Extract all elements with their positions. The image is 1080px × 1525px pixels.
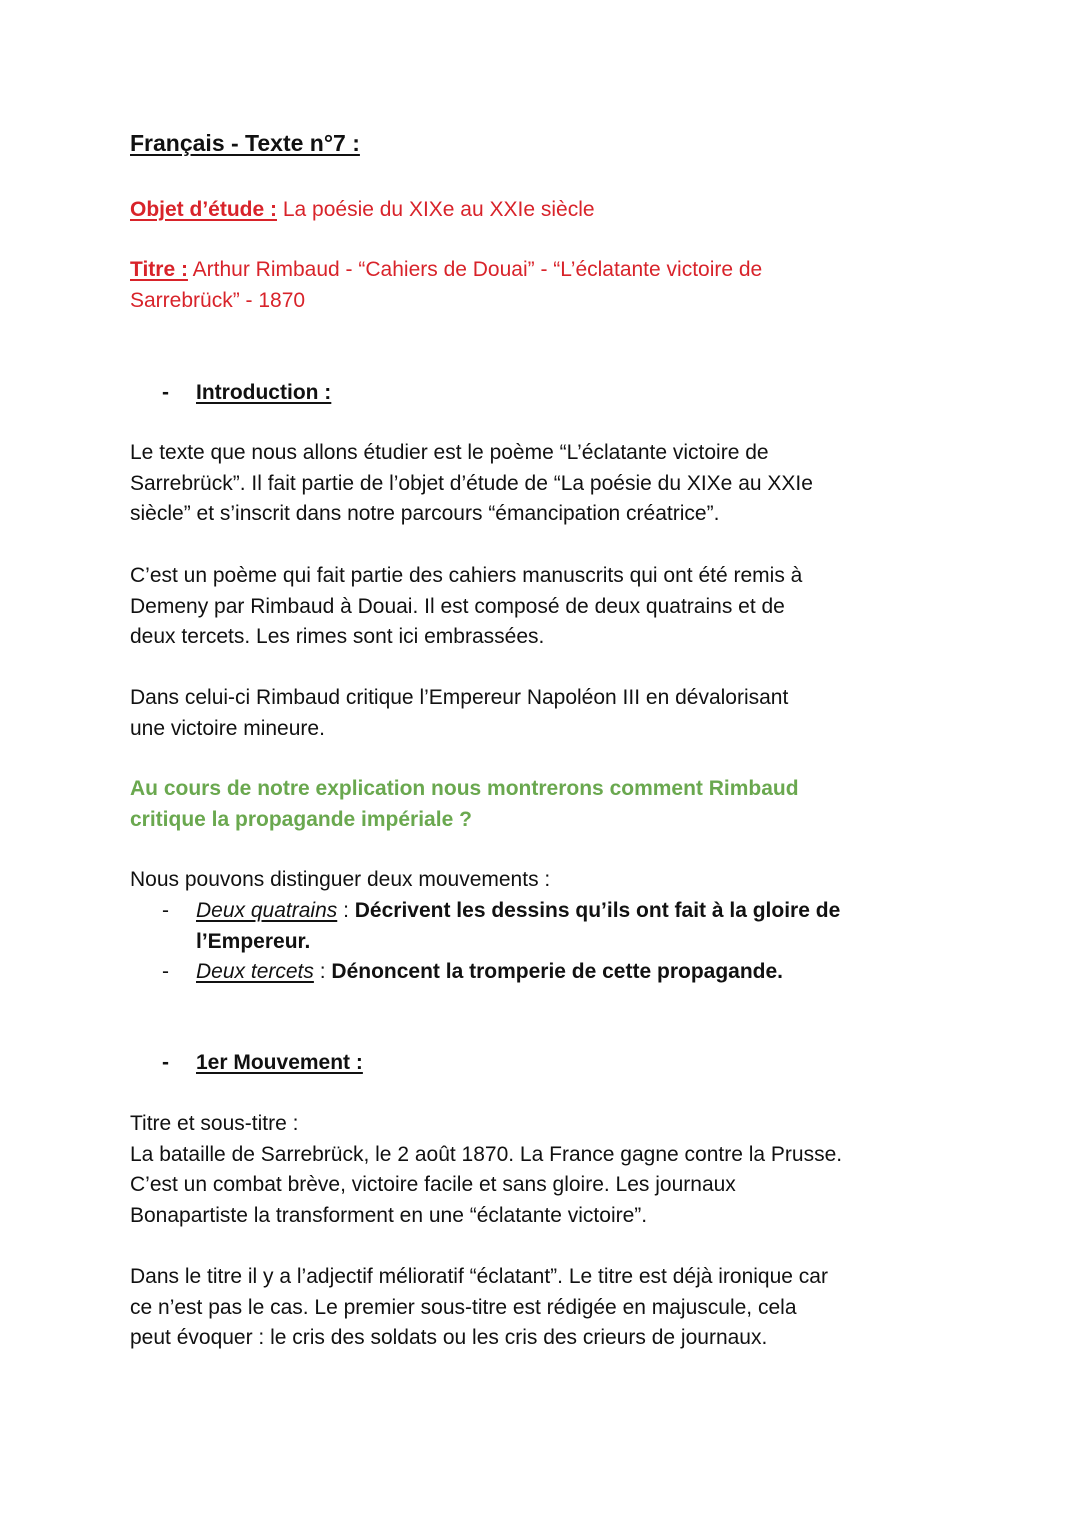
mouvement-desc: Décrivent les dessins qu’ils ont fait à la gloire de — [354, 899, 841, 922]
titre-line: Sarrebrück” - 1870 — [130, 288, 306, 312]
mouvement-desc: Dénoncent la tromperie de cette propagande. — [331, 960, 783, 983]
bullet: - — [162, 381, 169, 404]
intro-paragraph-1 — [130, 438, 813, 530]
text-line: Le texte que nous allons étudier est le poème “L’éclatante victoire de — [130, 441, 769, 464]
separator: : — [313, 960, 332, 983]
mouvement-item — [196, 896, 840, 957]
bullet: - — [162, 960, 169, 983]
text-line: ce n’est pas le cas. Le premier sous-titre est rédigée en majuscule, cela — [130, 1295, 797, 1319]
objet-label: Objet d’étude : — [130, 198, 277, 221]
text-line: peut évoquer : le cris des soldats ou les cris des crieurs de journaux. — [130, 1326, 768, 1349]
mouvement-desc: l’Empereur. — [196, 929, 311, 953]
mouvement1-paragraph-2 — [130, 1262, 828, 1354]
text-line: deux tercets. Les rimes sont ici embrassées. — [130, 625, 545, 648]
mouvement1-paragraph-1 — [130, 1109, 842, 1231]
text-line: Demeny par Rimbaud à Douai. Il est composé de deux quatrains et de — [130, 594, 785, 618]
titre-label: Titre : — [130, 258, 188, 281]
text-line: Dans celui-ci Rimbaud critique l’Empereur Napoléon III en dévalorisant — [130, 686, 789, 709]
bullet: - — [162, 1051, 169, 1074]
intro-paragraph-2 — [130, 561, 802, 653]
page-title: Français - Texte n°7 : — [130, 130, 360, 156]
intro-paragraph-3 — [130, 683, 788, 744]
text-line: siècle” et s’inscrit dans notre parcours “émancipation créatrice”. — [130, 502, 720, 525]
mouvement-item — [196, 957, 783, 988]
mouvement-label: Deux quatrains — [196, 899, 338, 922]
text-line: Bonapartiste la transforment en une “éclatante victoire”. — [130, 1203, 648, 1227]
bullet: - — [162, 899, 169, 922]
text-line: Titre et sous-titre : — [130, 1112, 299, 1135]
text-line: C’est un poème qui fait partie des cahiers manuscrits qui ont été remis à — [130, 564, 803, 587]
objet-etude — [130, 195, 595, 226]
titre-line: Arthur Rimbaud - “Cahiers de Douai” - “L’éclatante victoire de — [192, 258, 763, 281]
text-line: La bataille de Sarrebrück, le 2 août 1870. La France gagne contre la Prusse. — [130, 1142, 843, 1166]
mouvements-intro: Nous pouvons distinguer deux mouvements : — [130, 868, 551, 891]
text-line: Sarrebrück”. Il fait partie de l’objet d’étude de “La poésie du XIXe au XXIe — [130, 471, 813, 495]
text-line: Au cours de notre explication nous montrerons comment Rimbaud — [130, 777, 799, 800]
separator: : — [337, 899, 355, 922]
intro-heading: Introduction : — [196, 381, 332, 404]
text-line: une victoire mineure. — [130, 716, 325, 740]
text-line: critique la propagande impériale ? — [130, 807, 472, 831]
text-line: Dans le titre il y a l’adjectif mélioratif “éclatant”. Le titre est déjà ironique car — [130, 1265, 828, 1288]
problematique — [130, 774, 799, 835]
mouvement1-heading: 1er Mouvement : — [196, 1051, 363, 1074]
mouvement-label: Deux tercets — [196, 960, 314, 983]
objet-value: La poésie du XIXe au XXIe siècle — [282, 198, 595, 221]
titre — [130, 255, 762, 316]
text-line: C’est un combat brève, victoire facile et sans gloire. Les journaux — [130, 1173, 736, 1196]
